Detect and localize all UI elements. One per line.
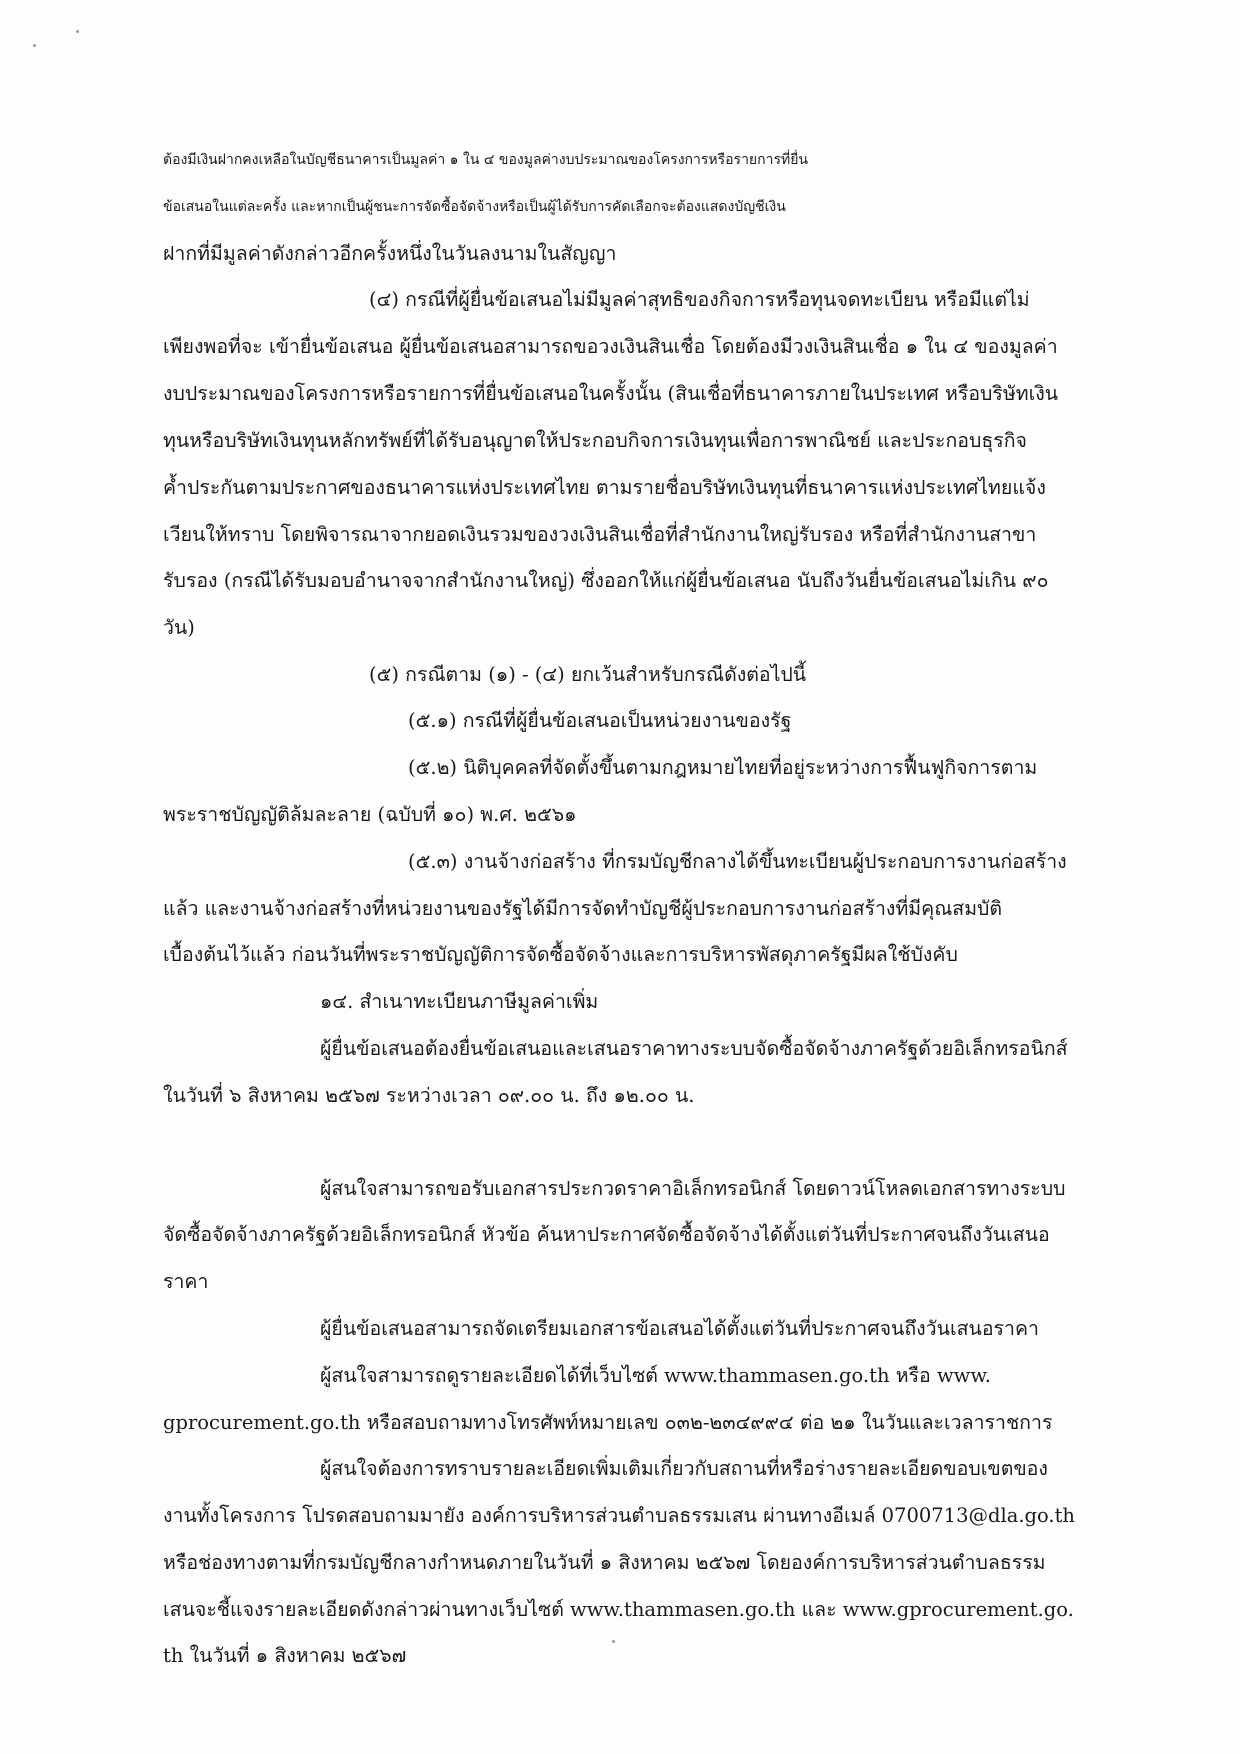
paragraph-line: เพียงพอที่จะ เข้ายื่นข้อเสนอ ผู้ยื่นข้อเสนอสามารถขอวงเงินสินเชื่อ โดยต้องมีวงเงินสินเชื่อ ๑ ใน ๔ ของมูลค่า — [163, 335, 1058, 358]
paragraph-line: (๕.๓) งานจ้างก่อสร้าง ที่กรมบัญชีกลางได้ขึ้นทะเบียนผู้ประกอบการงานก่อสร้าง — [408, 850, 1067, 873]
paragraph-line: เวียนให้ทราบ โดยพิจารณาจากยอดเงินรวมของวงเงินสินเชื่อที่สำนักงานใหญ่รับรอง หรือที่สำนักงานสาขา — [163, 523, 1037, 546]
paragraph-line: งบประมาณของโครงการหรือรายการที่ยื่นข้อเสนอในครั้งนั้น (สินเชื่อที่ธนาคารภายในประเทศ หรือบริษัทเงิน — [163, 382, 1059, 405]
paragraph-line: ต้องมีเงินฝากคงเหลือในบัญชีธนาคารเป็นมูลค่า ๑ ใน ๔ ของมูลค่างบประมาณของโครงการหรือรายการที่ยื่น — [163, 152, 808, 168]
paragraph-line: ผู้ยื่นข้อเสนอสามารถจัดเตรียมเอกสารข้อเสนอได้ตั้งแต่วันที่ประกาศจนถึงวันเสนอราคา — [320, 1317, 1039, 1340]
scan-speck — [33, 44, 36, 47]
paragraph-line: เสนจะชี้แจงรายละเอียดดังกล่าวผ่านทางเว็บไซต์ www.thammasen.go.th และ www.gprocurement.go. — [163, 1598, 1074, 1621]
paragraph-line: (๕.๑) กรณีที่ผู้ยื่นข้อเสนอเป็นหน่วยงานของรัฐ — [408, 709, 792, 732]
paragraph-line: gprocurement.go.th หรือสอบถามทางโทรศัพท์หมายเลข ๐๓๒-๒๓๔๙๙๔ ต่อ ๒๑ ในวันและเวลาราชการ — [163, 1411, 1053, 1434]
section-heading: ๑๔. สำเนาทะเบียนภาษีมูลค่าเพิ่ม — [320, 990, 599, 1013]
paragraph-line: พระราชบัญญัติล้มละลาย (ฉบับที่ ๑๐) พ.ศ. ๒๕๖๑ — [163, 803, 577, 826]
paragraph-line: ราคา — [163, 1270, 209, 1293]
paragraph-line: วัน) — [163, 616, 195, 639]
paragraph-line: ฝากที่มีมูลค่าดังกล่าวอีกครั้งหนึ่งในวันลงนามในสัญญา — [163, 242, 617, 265]
paragraph-line: ทุนหรือบริษัทเงินทุนหลักทรัพย์ที่ได้รับอนุญาตให้ประกอบกิจการเงินทุนเพื่อการพาณิชย์ และประกอบธุรกิจ — [163, 429, 1027, 452]
paragraph-line: หรือช่องทางตามที่กรมบัญชีกลางกำหนดภายในวันที่ ๑ สิงหาคม ๒๕๖๗ โดยองค์การบริหารส่วนตำบลธรรม — [163, 1551, 1046, 1574]
paragraph-line: (๕) กรณีตาม (๑) - (๔) ยกเว้นสำหรับกรณีดังต่อไปนี้ — [369, 663, 807, 686]
paragraph-line: งานทั้งโครงการ โปรดสอบถามมายัง องค์การบริหารส่วนตำบลธรรมเสน ผ่านทางอีเมล์ 0700713@dla.go.th — [163, 1504, 1075, 1527]
paragraph-line: ในวันที่ ๖ สิงหาคม ๒๕๖๗ ระหว่างเวลา ๐๙.๐๐ น. ถึง ๑๒.๐๐ น. — [163, 1084, 695, 1107]
paragraph-line: ผู้สนใจสามารถดูรายละเอียดได้ที่เว็บไซต์ www.thammasen.go.th หรือ www. — [320, 1364, 991, 1387]
paragraph-line: รับรอง (กรณีได้รับมอบอำนาจจากสำนักงานใหญ่) ซึ่งออกให้แก่ผู้ยื่นข้อเสนอ นับถึงวันยื่นข้อเสนอไม่เกิน ๙๐ — [163, 569, 1049, 592]
paragraph-line: ผู้สนใจสามารถขอรับเอกสารประกวดราคาอิเล็กทรอนิกส์ โดยดาวน์โหลดเอกสารทางระบบ — [320, 1177, 1066, 1200]
paragraph-line: ผู้สนใจต้องการทราบรายละเอียดเพิ่มเติมเกี่ยวกับสถานที่หรือร่างรายละเอียดขอบเขตของ — [320, 1457, 1048, 1480]
paragraph-line: th ในวันที่ ๑ สิงหาคม ๒๕๖๗ — [163, 1644, 407, 1667]
paragraph-line: (๔) กรณีที่ผู้ยื่นข้อเสนอไม่มีมูลค่าสุทธิของกิจการหรือทุนจดทะเบียน หรือมีแต่ไม่ — [369, 288, 1030, 311]
scan-speck — [76, 30, 79, 33]
paragraph-line: ค้ำประกันตามประกาศของธนาคารแห่งประเทศไทย ตามรายชื่อบริษัทเงินทุนที่ธนาคารแห่งประเทศไทยแจ้ง — [163, 476, 1046, 499]
paragraph-line: ผู้ยื่นข้อเสนอต้องยื่นข้อเสนอและเสนอราคาทางระบบจัดซื้อจัดจ้างภาครัฐด้วยอิเล็กทรอนิกส์ — [320, 1037, 1068, 1060]
paragraph-line: ข้อเสนอในแต่ละครั้ง และหากเป็นผู้ชนะการจัดซื้อจัดจ้างหรือเป็นผู้ได้รับการคัดเลือกจะต้องแสดงบัญชีเงิน — [163, 199, 786, 215]
paragraph-line: (๕.๒) นิติบุคคลที่จัดตั้งขึ้นตามกฎหมายไทยที่อยู่ระหว่างการฟื้นฟูกิจการตาม — [408, 756, 1038, 779]
paragraph-line: จัดซื้อจัดจ้างภาครัฐด้วยอิเล็กทรอนิกส์ หัวข้อ ค้นหาประกาศจัดซื้อจัดจ้างได้ตั้งแต่วันที่ประกาศจนถึงวันเสนอ — [163, 1223, 1050, 1246]
scan-speck — [612, 1640, 615, 1643]
paragraph-line: เบื้องต้นไว้แล้ว ก่อนวันที่พระราชบัญญัติการจัดซื้อจัดจ้างและการบริหารพัสดุภาครัฐมีผลใช้บังคับ — [163, 943, 958, 966]
paragraph-line: แล้ว และงานจ้างก่อสร้างที่หน่วยงานของรัฐได้มีการจัดทำบัญชีผู้ประกอบการงานก่อสร้างที่มีคุณสมบัติ — [163, 897, 1003, 920]
